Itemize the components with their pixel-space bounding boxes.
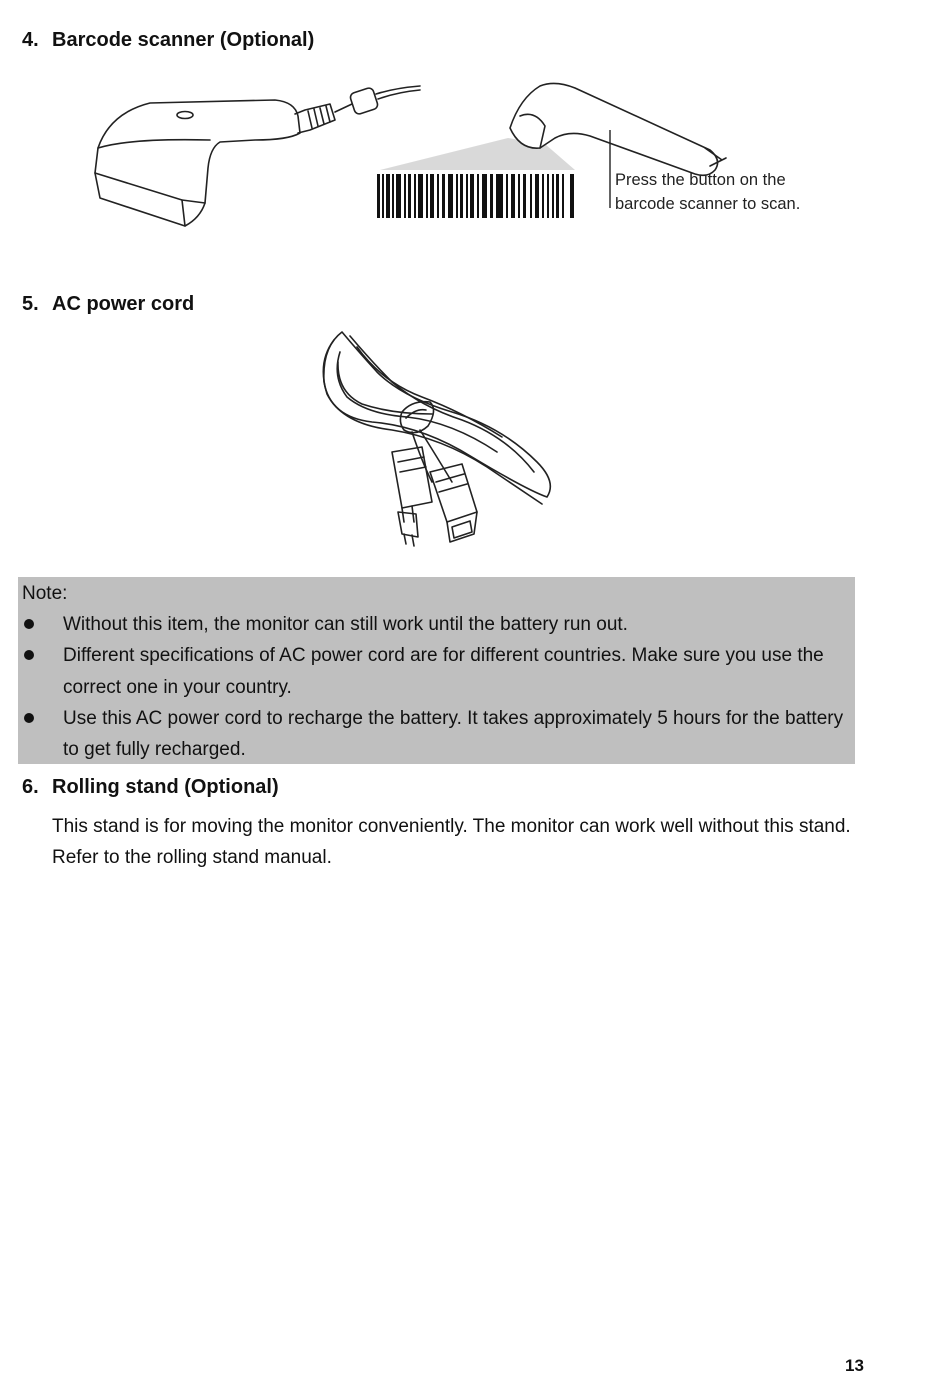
note-list: [18, 609, 853, 765]
scanner-caption: [615, 168, 800, 216]
section-title: AC power cord: [52, 293, 195, 315]
section-title: Barcode scanner (Optional): [52, 29, 315, 51]
scanner-caption-line-1: Press the button on the: [615, 171, 786, 189]
section-number: 5.: [22, 293, 39, 315]
section-heading-rolling-stand: [22, 776, 279, 799]
note-item: [18, 703, 853, 766]
note-item-text: Use this AC power cord to recharge the battery. It takes approximately 5 hours for the battery to get fully recharged.: [63, 707, 844, 761]
section-title: Rolling stand (Optional): [52, 776, 279, 798]
page-number: 13: [845, 1356, 864, 1375]
note-title-colon: :: [62, 583, 68, 604]
ac-power-cord-illustration: [312, 322, 557, 550]
note-item: [18, 640, 853, 703]
note-item-text: Different specifications of AC power cord are for different countries. Make sure you use the correct one in your country.: [63, 645, 824, 698]
note-title-label: Note: [22, 583, 63, 604]
note-box: [18, 577, 855, 764]
bullet-icon: [24, 650, 34, 660]
note-item: [18, 609, 853, 640]
barcode-image: [377, 174, 574, 218]
scanner-caption-line-2: barcode scanner to scan.: [615, 195, 801, 213]
bullet-icon: [24, 619, 34, 629]
section-number: 4.: [22, 29, 39, 51]
bullet-icon: [24, 713, 34, 723]
section-number: 6.: [22, 776, 39, 798]
section-heading-ac-power-cord: [22, 293, 194, 316]
rolling-stand-description: This stand is for moving the monitor conveniently. The monitor can work well without this stand. Refer to the rolling stand manual.: [52, 816, 851, 869]
note-title: [22, 583, 67, 605]
section-heading-barcode-scanner: [22, 29, 314, 52]
note-item-text: Without this item, the monitor can still work until the battery run out.: [63, 614, 628, 635]
